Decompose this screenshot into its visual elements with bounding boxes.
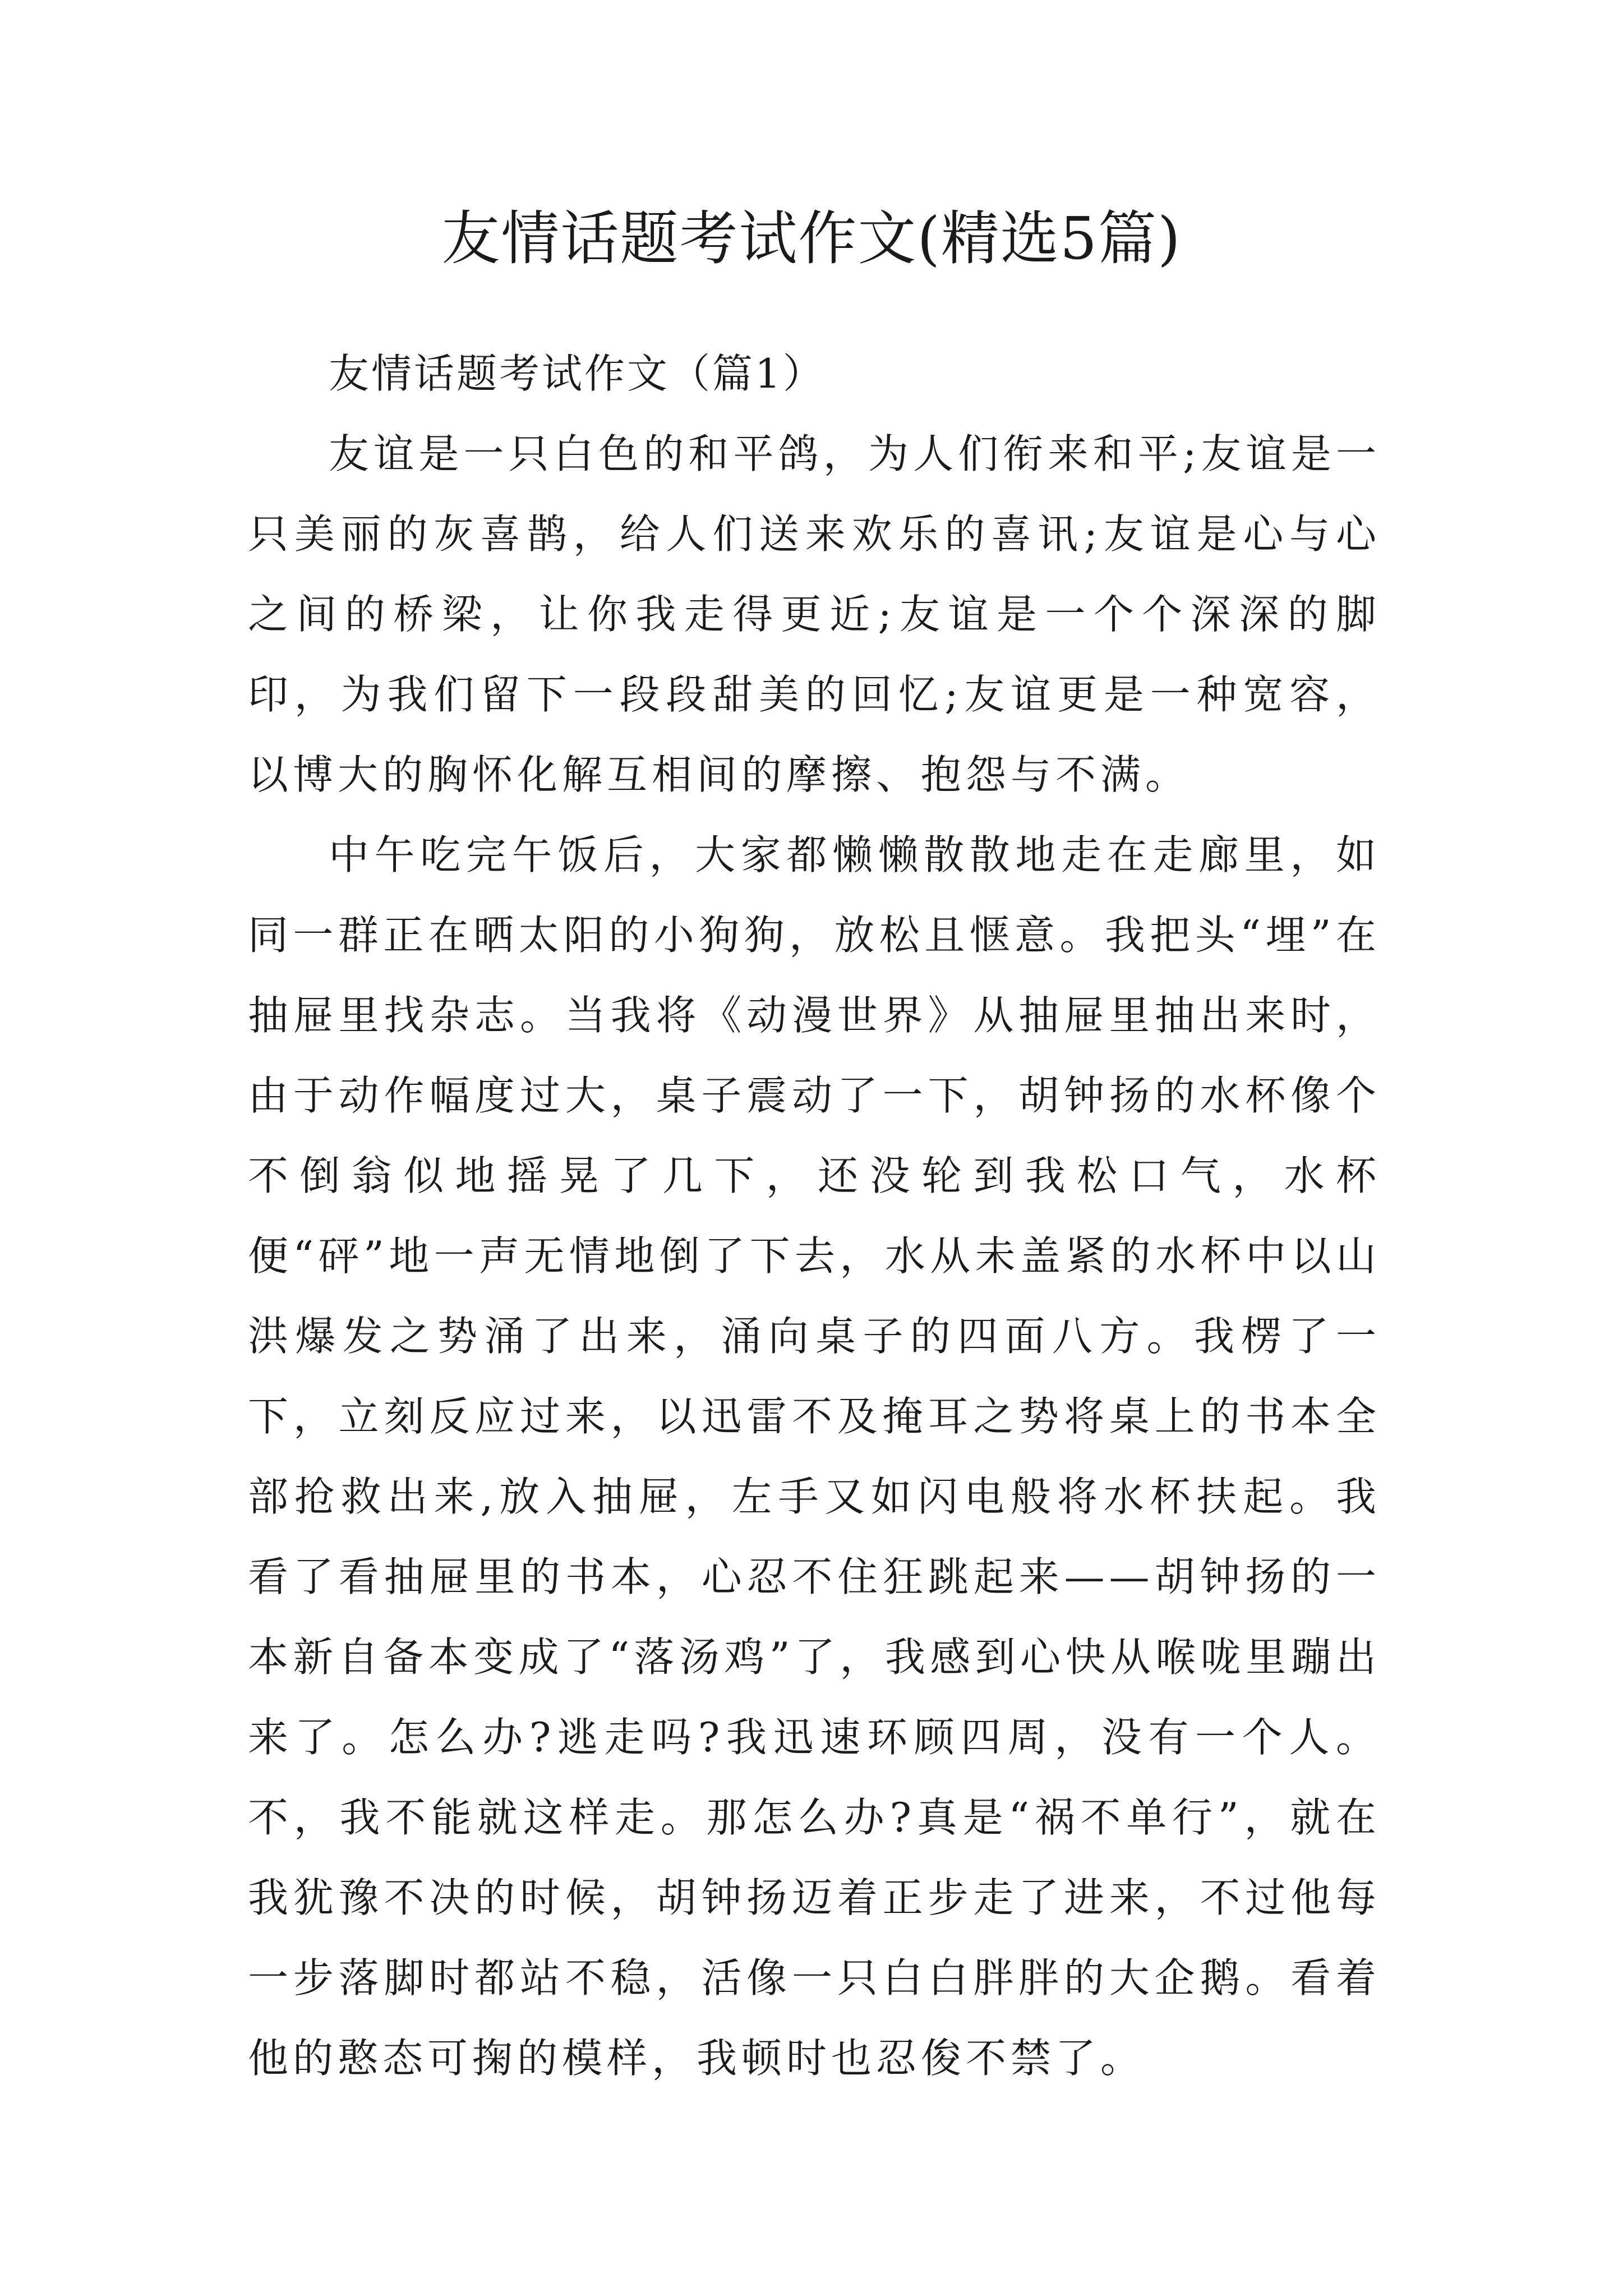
document-body [248,334,1381,2099]
paragraph-2: 中午吃完午饭后，大家都懒懒散散地走在走廊里，如同一群正在晒太阳的小狗狗，放松且惬意。我把头“埋”在抽屉里找杂志。当我将《动漫世界》从抽屉里抽出来时，由于动作幅度过大，桌子震动了一下，胡钟扬的水杯像个不倒翁似地摇晃了几下，还没轮到我松口气，水杯便“砰”地一声无情地倒了下去，水从未盖紧的水杯中以山洪爆发之势涌了出来，涌向桌子的四面八方。我楞了一下，立刻反应过来，以迅雷不及掩耳之势将桌上的书本全部抢救出来,放入抽屉，左手又如闪电般将水杯扶起。我看了看抽屉里的书本，心忍不住狂跳起来——胡钟扬的一本新自备本变成了“落汤鸡”了，我感到心快从喉咙里蹦出来了。怎么办?逃走吗?我迅速环顾四周，没有一个人。不，我不能就这样走。那怎么办?真是“祸不单行”，就在我犹豫不决的时候，胡钟扬迈着正步走了进来，不过他每一步落脚时都站不稳，活像一只白白胖胖的大企鹅。看着他的憨态可掬的模样，我顿时也忍俊不禁了。 [248,831,1381,2082]
paragraph-1: 友谊是一只白色的和平鸽，为人们衔来和平;友谊是一只美丽的灰喜鹊，给人们送来欢乐的喜讯;友谊是心与心之间的桥梁，让你我走得更近;友谊是一个个深深的脚印，为我们留下一段段甜美的回忆;友谊更是一种宽容，以博大的胸怀化解互相间的摩擦、抱怨与不满。 [248,430,1381,798]
section-heading: 友情话题考试作文（篇1） [329,350,826,397]
document-title: 友情话题考试作文(精选5篇) [441,204,1182,273]
